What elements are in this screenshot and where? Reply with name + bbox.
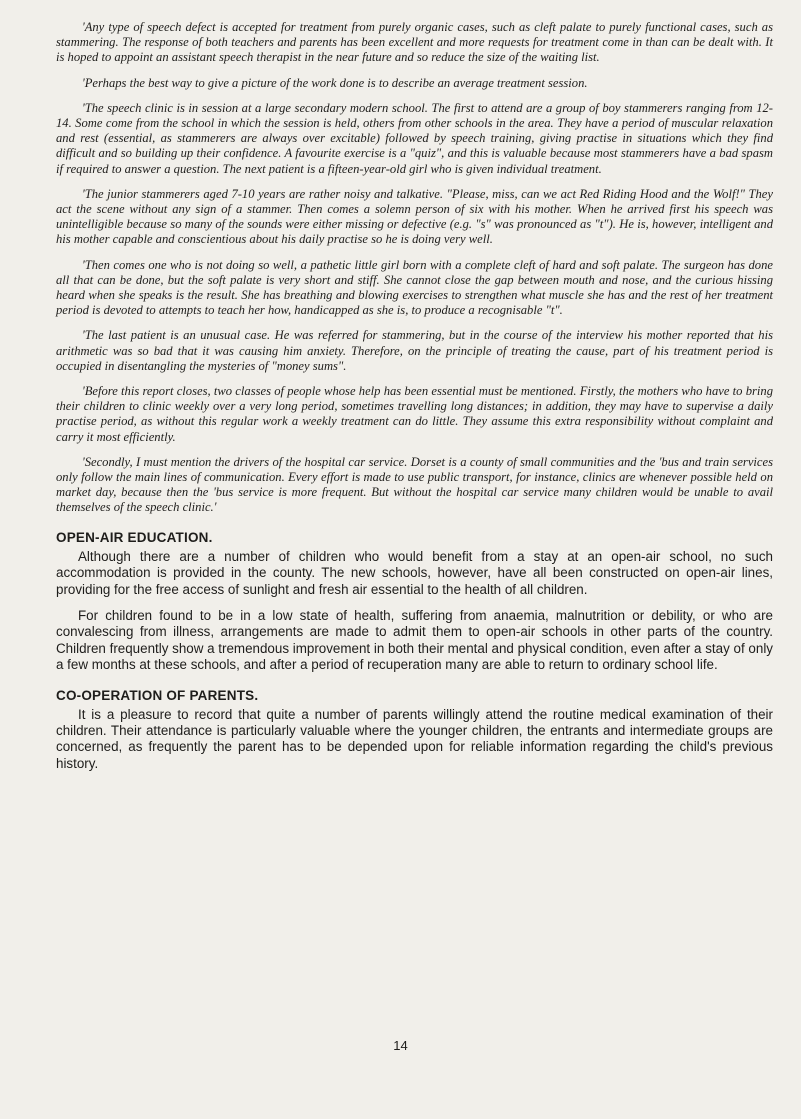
quote-paragraph-5: 'Then comes one who is not doing so well, a pathetic little girl born with a complete cleft of hard and soft palate. The surgeon has done all that can be done, but the soft palate is very short and stiff. She cannot close the gap between mouth and nose, and the curious hissing heard when she speaks is the result. She has breathing and blowing exercises to strengthen what muscle she has and the rest of her treatment period is devoted to attempts to teach her how, handicapped as she is, to produce a recognisable "t".: [56, 257, 773, 318]
section-co-operation-of-parents: [56, 688, 773, 773]
section-heading: OPEN-AIR EDUCATION.: [56, 529, 213, 545]
quote-paragraph-1: 'Any type of speech defect is accepted for treatment from purely organic cases, such as cleft palate to purely functional cases, such as stammering. The response of both teachers and parents has been excellent and more requests for treatment come in than can be dealt with. It is hoped to appoint an assistant speech therapist in the near future and so reduce the size of the waiting list.: [56, 20, 773, 65]
section-paragraph: Although there are a number of children who would benefit from a stay at an open-air school, no such accommodation is provided in the county. The new schools, however, have all been constructed on open-air lines, providing for the free access of sunlight and fresh air essential to the health of all children.: [56, 548, 773, 597]
quote-paragraph-3: 'The speech clinic is in session at a large secondary modern school. The first to attend are a group of boy stammerers ranging from 12-14. Some come from the school in which the session is held, others from other schools in the area. They have a period of muscular relaxation and rest (essential, as stammerers are always over excitable) followed by speech training, giving practise in situations which they find difficult and so building up their confidence. A favourite exercise is a "quiz", and this is valuable because most stammerers have a bad spasm if required to answer a question. The next patient is a fifteen-year-old girl who is given individual treatment.: [56, 100, 773, 176]
section-open-air-education: [56, 530, 773, 674]
section-paragraph: For children found to be in a low state of health, suffering from anaemia, malnutrition or debility, or who are convalescing from illness, arrangements are made to admit them to open-air schools in other parts of the country. Children frequently show a tremendous improvement in both their mental and physical condition, even after a stay of only a few months at these schools, and after a period of recuperation many are able to return to ordinary school life.: [56, 607, 773, 673]
section-heading: CO-OPERATION OF PARENTS.: [56, 687, 259, 703]
page-number: 14: [393, 1038, 408, 1053]
section-paragraph: It is a pleasure to record that quite a number of parents willingly attend the routine medical examination of their children. Their attendance is particularly valuable where the younger children, the entrants and intermediate groups are concerned, as frequently the parent has to be depended upon for reliable information regarding the child's previous history.: [56, 706, 773, 771]
quote-paragraph-6: 'The last patient is an unusual case. He was referred for stammering, but in the course of the interview his mother reported that his arithmetic was so bad that it was causing him anxiety. Therefore, on the principle of treating the cause, part of his treatment period is occupied in disentangling the mysteries of "money sums".: [56, 328, 773, 373]
quote-paragraph-4: 'The junior stammerers aged 7-10 years are rather noisy and talkative. "Please, miss, can we act Red Riding Hood and the Wolf!" They act the scene without any sign of a stammer. Then comes a solemn person of six with his mother. When he arrived first his speech was unintelligible because so many of the sounds were either missing or defective (e.g. "s" was pronounced as "t"). He is, however, intelligent and his mother capable and conscientious about his daily practise so he is doing very well.: [56, 186, 773, 247]
quote-paragraph-2: 'Perhaps the best way to give a picture of the work done is to describe an average treatment session.: [82, 75, 588, 90]
speech-therapy-report-quote: [56, 20, 773, 516]
quote-paragraph-7: 'Before this report closes, two classes of people whose help has been essential must be mentioned. Firstly, the mothers who have to bring their children to clinic weekly over a very long period, sometimes travelling long distances; in addition, they may have to supervise a daily practise period, as without this regular work a weekly treatment can do little. They assume this extra responsibility without complaint and carry it most efficiently.: [56, 384, 773, 444]
quote-paragraph-8: 'Secondly, I must mention the drivers of the hospital car service. Dorset is a county of small communities and the 'bus and train services only follow the main lines of communication. Every effort is made to use public transport, for instance, clinics are whenever possible held on market day, because then the 'bus service is more frequent. But without the hospital car service many children would be unable to avail themselves of the speech clinic.': [56, 454, 773, 515]
